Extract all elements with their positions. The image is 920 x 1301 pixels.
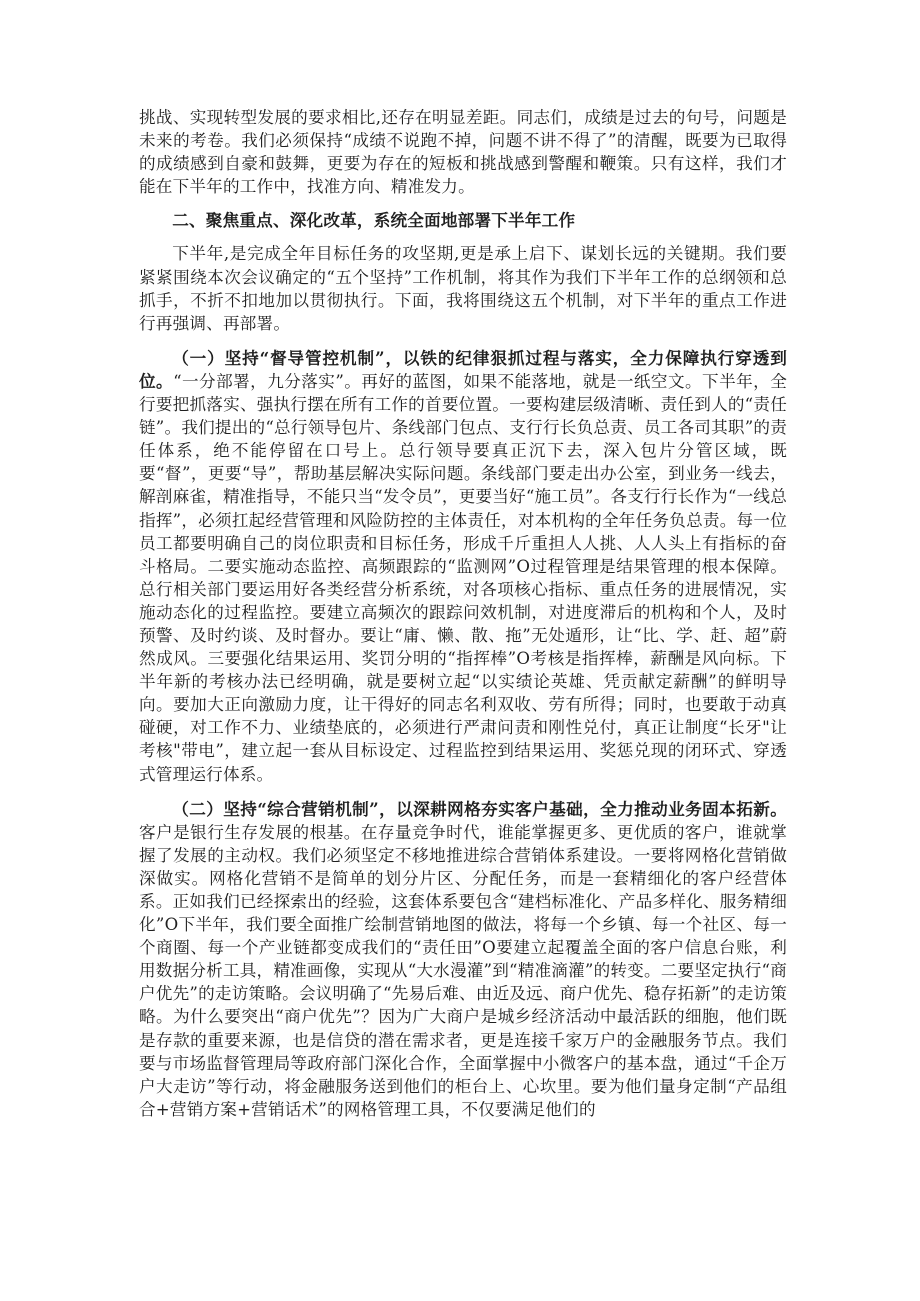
paragraph-supervision-mechanism (139, 347, 787, 786)
paragraph-second-half: 下半年,是完成全年目标任务的攻坚期,更是承上启下、谋划长远的关键期。我们要紧紧围绕本次会议确定的“五个坚持”工作机制，将其作为我们下半年工作的总纲领和总抓手，不折不扣地加以贯彻执行。下面，我将围绕这五个机制，对下半年的重点工作进行再强调、再部署。 (139, 244, 787, 333)
paragraph-marketing-mechanism (139, 798, 787, 1121)
body-supervision: “一分部署，九分落实”。再好的蓝图，如果不能落地，就是一纸空文。下半年，全行要把抓落实、强执行摆在所有工作的首要位置。一要构建层级清晰、责任到人的“责任链”。我们提出的“总行领导包片、条线部门包点、支行行长负总责、员工各司其职”的责任体系，绝不能停留在口号上。总行领导要真正沉下去，深入包片分管区域，既要“督”，更要“导”，帮助基层解决实际问题。条线部门要走出办公室，到业务一线去，解剖麻雀，精准指导，不能只当“发令员”，更要当好“施工员”。各支行行长作为“一线总指挥”，必须扛起经营管理和风险防控的主体责任，对本机构的全年任务负总责。每一位员工都要明确自己的岗位职责和目标任务，形成千斤重担人人挑、人人头上有指标的奋斗格局。二要实施动态监控、高频跟踪的“监测网”O过程管理是结果管理的根本保障。总行相关部门要运用好各类经营分析系统，对各项核心指标、重点任务的进展情况，实施动态化的过程监控。要建立高频次的跟踪问效机制，对进度滞后的机构和个人，及时预警、及时约谈、及时督办。要让“庸、懒、散、拖”无处遁形，让“比、学、赶、超”蔚然成风。三要强化结果运用、奖罚分明的“指挥棒”O考核是指挥棒，薪酬是风向标。下半年新的考核办法已经明确，就是要树立起“以实绩论英雄、凭贡献定薪酬”的鲜明导向。要加大正向激励力度，让干得好的同志名利双收、劳有所得；同时，也要敢于动真碰硬，对工作不力、业绩垫底的，必须进行严肃问责和刚性兑付，真正让制度“长牙"让考核"带电”，建立起一套从目标设定、过程监控到结果运用、奖惩兑现的闭环式、穿透式管理运行体系。 (139, 371, 787, 784)
subheading-marketing: （二）坚持“综合营销机制”，以深耕网格夯实客户基础，全力推动业务固本拓新。 (172, 798, 787, 819)
document-page (139, 106, 787, 1121)
subheading-supervision: （一）坚持“督导管控机制”，以铁的纪律狠抓过程与落实，全力保障执行穿透到位。 (139, 347, 787, 391)
paragraph-intro: 挑战、实现转型发展的要求相比,还存在明显差距。同志们，成绩是过去的句号，问题是未来的考卷。我们必须保持“成绩不说跑不掉，问题不讲不得了”的清醒，既要为已取得的成绩感到自豪和鼓舞，更要为存在的短板和挑战感到警醒和鞭策。只有这样，我们才能在下半年的工作中，找准方向、精准发力。 (139, 108, 787, 197)
section-heading-2: 二、聚焦重点、深化改革，系统全面地部署下半年工作 (172, 210, 576, 231)
body-marketing: 客户是银行生存发展的根基。在存量竞争时代，谁能掌握更多、更优质的客户，谁就掌握了发展的主动权。我们必须坚定不移地推进综合营销体系建设。一要将网格化营销做深做实。网格化营销不是简单的划分片区、分配任务，而是一套精细化的客户经营体系。正如我们已经探索出的经验，这套体系要包含“建档标准化、产品多样化、服务精细化”O下半年，我们要全面推广绘制营销地图的做法，将每一个乡镇、每一个社区、每一个商圈、每一个产业链都变成我们的“责任田”O要建立起覆盖全面的客户信息台账，利用数据分析工具，精准画像，实现从“大水漫灌”到“精准滴灌”的转变。二要坚定执行“商户优先”的走访策略。会议明确了“先易后难、由近及远、商户优先、稳存拓新”的走访策略。为什么要突出“商户优先”？因为广大商户是城乡经济活动中最活跃的细胞，他们既是存款的重要来源，也是信贷的潜在需求者，更是连接千家万户的金融服务节点。我们要与市场监督管理局等政府部门深化合作，全面掌握中小微客户的基本盘，通过“千企万户大走访”等行动，将金融服务送到他们的柜台上、心坎里。要为他们量身定制“产品组合+营销方案+营销话术”的网格管理工具，不仅要满足他们的 (139, 822, 787, 1119)
